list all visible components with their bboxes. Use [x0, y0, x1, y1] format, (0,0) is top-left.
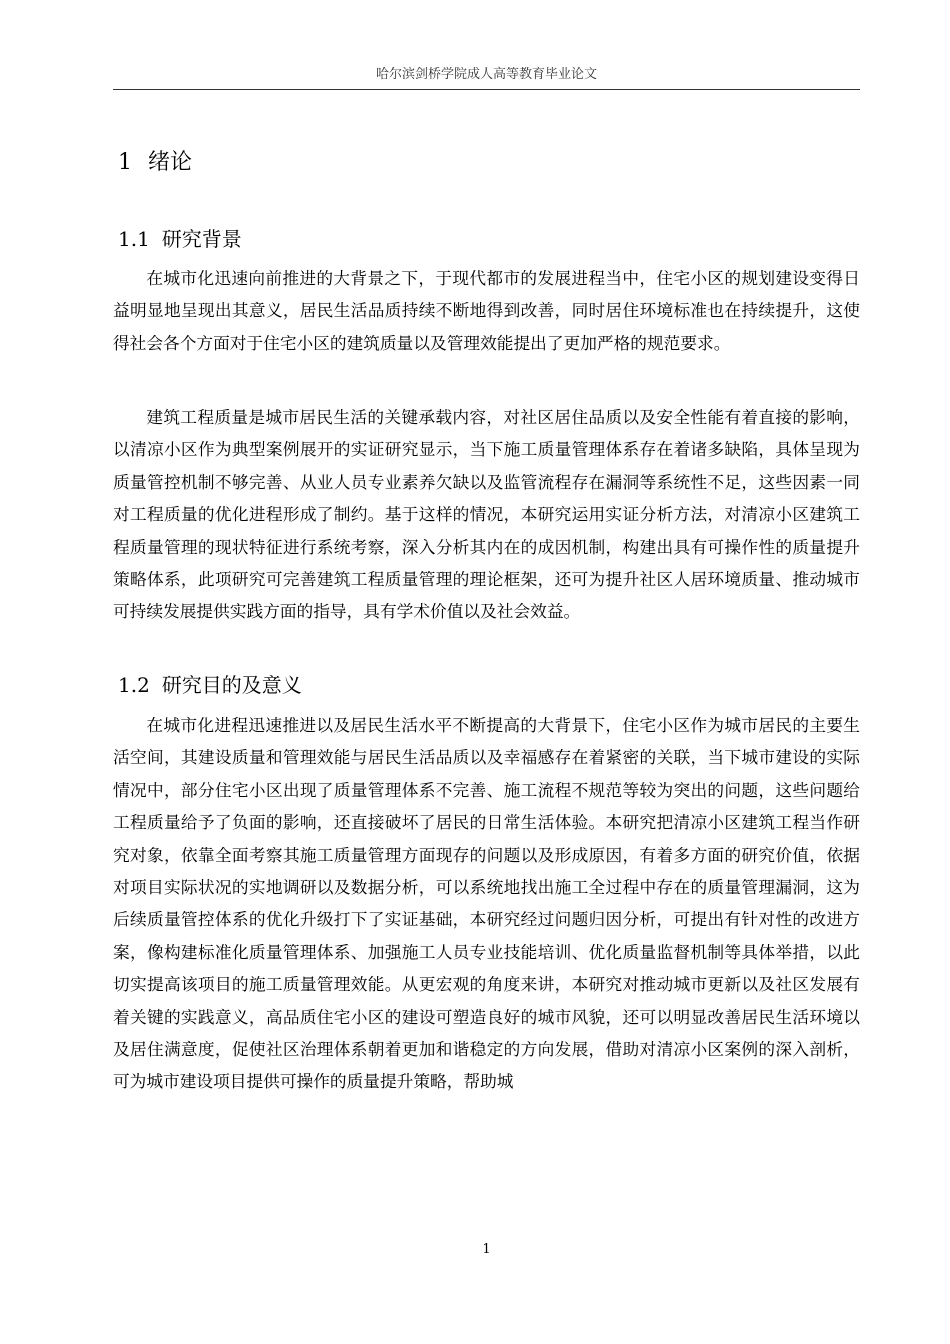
section-heading-1-2: [118, 670, 302, 700]
chapter-number: 1: [118, 150, 132, 175]
section-title: 研究背景: [161, 227, 242, 251]
chapter-title: 绪论: [148, 150, 193, 175]
section-title: 研究目的及意义: [161, 673, 302, 697]
section-heading-1-1: [118, 224, 242, 254]
section-number: 1.2: [118, 673, 150, 697]
chapter-heading: [118, 147, 192, 179]
paragraph-background-1: 在城市化迅速向前推进的大背景之下，于现代都市的发展进程当中，住宅小区的规划建设变得日益明显地呈现出其意义，居民生活品质持续不断地得到改善，同时居住环境标准也在持续提升，这使得社会各个方面对于住宅小区的建筑质量以及管理效能提出了更加严格的规范要求。: [113, 268, 860, 353]
paragraph-background-2: 建筑工程质量是城市居民生活的关键承载内容，对社区居住品质以及安全性能有着直接的影响，以清凉小区作为典型案例展开的实证研究显示，当下施工质量管理体系存在着诸多缺陷，具体呈现为质量管控机制不够完善、从业人员专业素养欠缺以及监管流程存在漏洞等系统性不足，这些因素一同对工程质量的优化进程形成了制约。基于这样的情况，本研究运用实证分析方法，对清凉小区建筑工程质量管理的现状特征进行系统考察，深入分析其内在的成因机制，构建出具有可操作性的质量提升策略体系，此项研究可完善建筑工程质量管理的理论框架，还可为提升社区人居环境质量、推动城市可持续发展提供实践方面的指导，具有学术价值以及社会效益。: [113, 407, 860, 622]
header-divider: [113, 89, 860, 90]
page-header: 哈尔滨剑桥学院成人高等教育毕业论文: [375, 67, 597, 82]
section-number: 1.1: [118, 227, 150, 251]
page-number: 1: [482, 1242, 491, 1257]
paragraph-purpose-1: 在城市化进程迅速推进以及居民生活水平不断提高的大背景下，住宅小区作为城市居民的主要生活空间，其建设质量和管理效能与居民生活品质以及幸福感存在着紧密的关联，当下城市建设的实际情况中，部分住宅小区出现了质量管理体系不完善、施工流程不规范等较为突出的问题，这些问题给工程质量给予了负面的影响，还直接破坏了居民的日常生活体验。本研究把清凉小区建筑工程当作研究对象，依靠全面考察其施工质量管理方面现存的问题以及形成原因，有着多方面的研究价值，依据对项目实际状况的实地调研以及数据分析，可以系统地找出施工全过程中存在的质量管理漏洞，这为后续质量管控体系的优化升级打下了实证基础，本研究经过问题归因分析，可提出有针对性的改进方案，像构建标准化质量管理体系、加强施工人员专业技能培训、优化质量监督机制等具体举措，以此切实提高该项目的施工质量管理效能。从更宏观的角度来讲，本研究对推动城市更新以及社区发展有着关键的实践意义，高品质住宅小区的建设可塑造良好的城市风貌，还可以明显改善居民生活环境以及居住满意度，促使社区治理体系朝着更加和谐稳定的方向发展，借助对清凉小区案例的深入剖析，可为城市建设项目提供可操作的质量提升策略，帮助城: [113, 715, 860, 1092]
